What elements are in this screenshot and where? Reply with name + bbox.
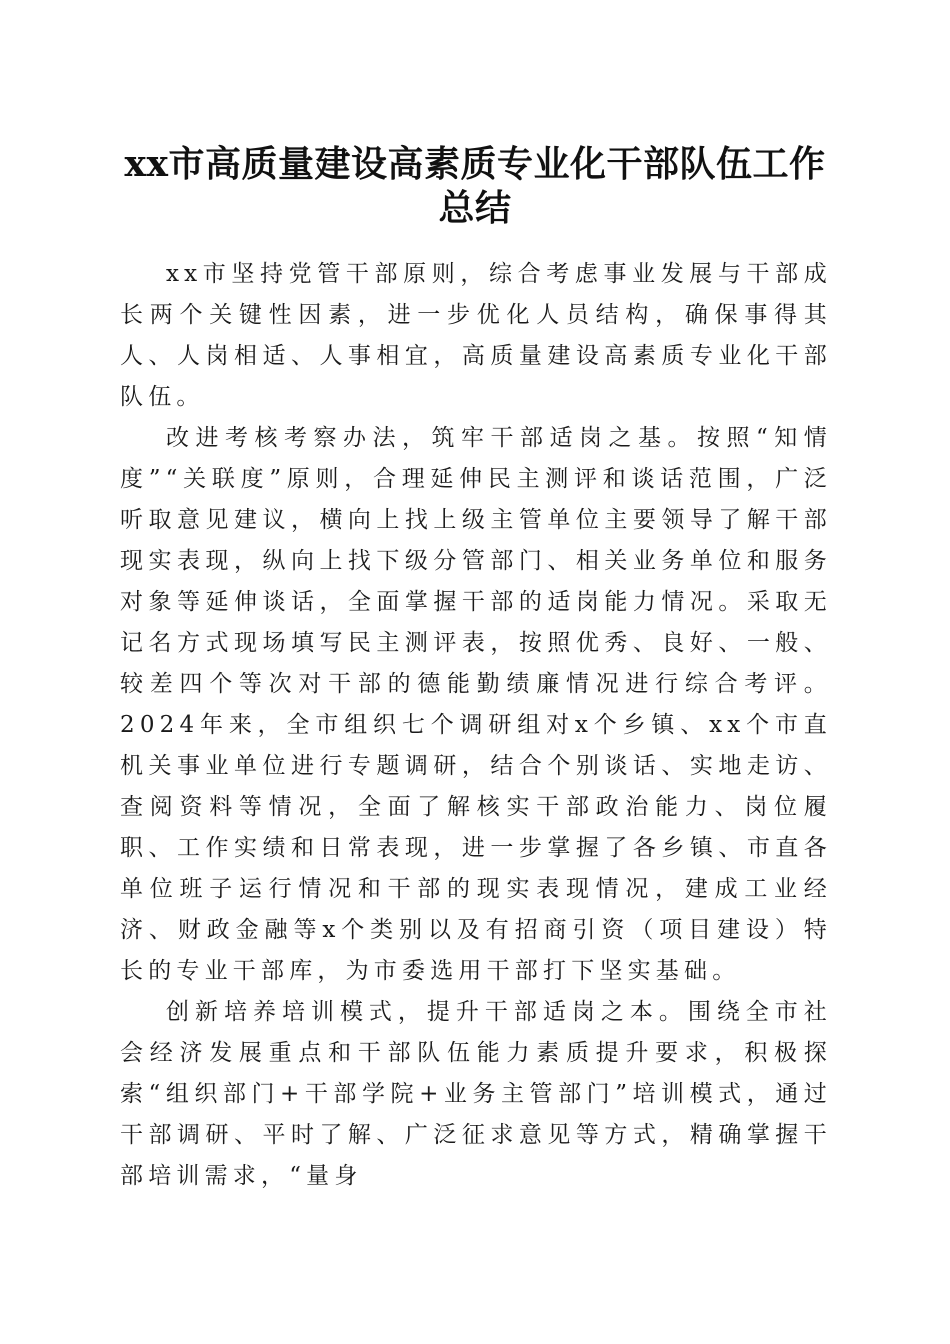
- paragraph-intro: xx市坚持党管干部原则，综合考虑事业发展与干部成长两个关键性因素，进一步优化人员结构，确保事得其人、人岗相适、人事相宜，高质量建设高素质专业化干部队伍。: [120, 261, 832, 410]
- document-title-line-1: xx市高质量建设高素质专业化干部队伍工作: [124, 143, 826, 185]
- document-body: [120, 254, 832, 1197]
- paragraph-training: 创新培养培训模式，提升干部适岗之本。围绕全市社会经济发展重点和干部队伍能力素质提升要求，积极探索“组织部门+干部学院+业务主管部门”培训模式，通过干部调研、平时了解、广泛征求意见等方式，精确掌握干部培训需求，“量身: [120, 999, 832, 1189]
- document-title-line-2: 总结: [438, 187, 512, 229]
- paragraph-assessment: 改进考核考察办法，筑牢干部适岗之基。按照“知情度”“关联度”原则，合理延伸民主测评和谈话范围，广泛听取意见建议，横向上找上级主管单位主要领导了解干部现实表现，纵向上找下级分管部门、相关业务单位和服务对象等延伸谈话，全面掌握干部的适岗能力情况。采取无记名方式现场填写民主测评表，按照优秀、良好、一般、较差四个等次对干部的德能勤绩廉情况进行综合考评。2024年来，全市组织七个调研组对x个乡镇、xx个市直机关事业单位进行专题调研，结合个别谈话、实地走访、查阅资料等情况，全面了解核实干部政治能力、岗位履职、工作实绩和日常表现，进一步掌握了各乡镇、市直各单位班子运行情况和干部的现实表现情况，建成工业经济、财政金融等x个类别以及有招商引资（项目建设）特长的专业干部库，为市委选用干部打下坚实基础。: [120, 425, 832, 984]
